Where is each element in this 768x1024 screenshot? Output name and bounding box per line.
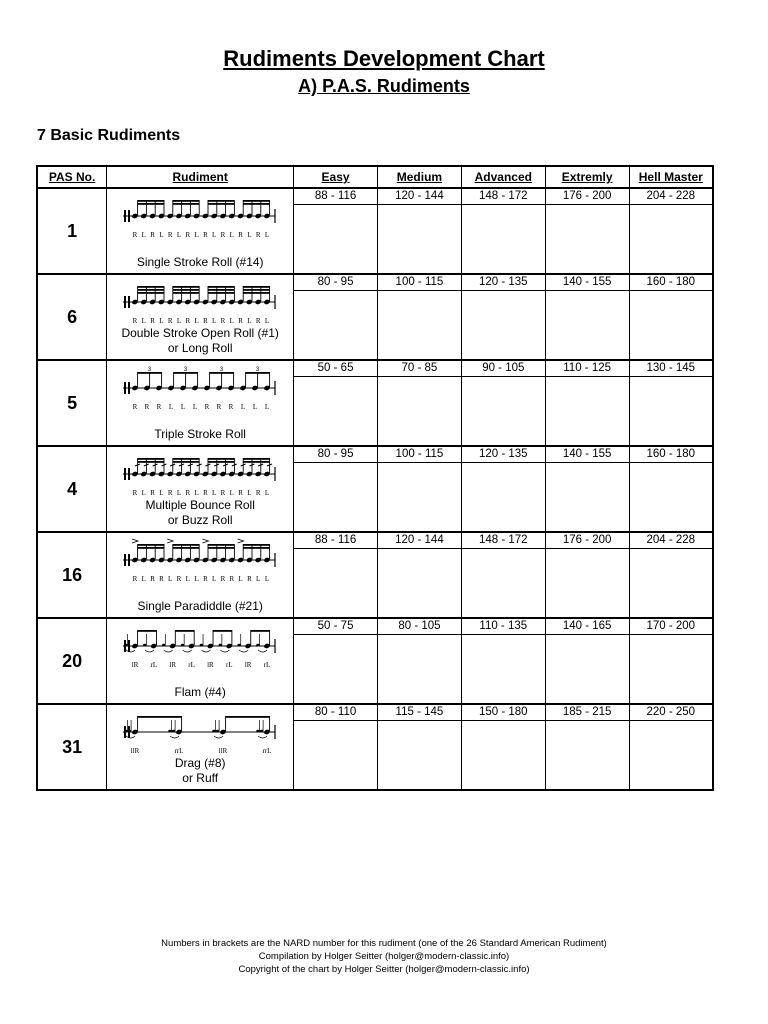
page-subtitle: A) P.A.S. Rudiments [298, 76, 470, 96]
rudiment-name [107, 599, 293, 614]
rudiment-name-line: Single Stroke Roll (#14) [136, 255, 264, 269]
sticking-letter: L [265, 489, 270, 497]
tempo-cell-medium [378, 532, 462, 618]
tempo-cell-advanced [461, 360, 545, 446]
beam [138, 286, 164, 288]
sticking-letter: R [203, 489, 208, 497]
rudiment-notation [119, 366, 279, 412]
sticking-letter: R [238, 489, 244, 497]
header-advanced: Advanced [461, 166, 545, 188]
tempo-range: 220 - 250 [630, 705, 712, 721]
sticking-letter: R [132, 231, 138, 239]
beam [173, 200, 199, 202]
beam [243, 286, 269, 288]
tempo-cell-medium [378, 618, 462, 704]
sticking-letter: llR [218, 747, 228, 755]
beam [213, 630, 232, 632]
beam [208, 200, 234, 202]
tempo-range: 150 - 180 [462, 705, 545, 721]
rudiment-notation [119, 194, 279, 240]
grace-slur [126, 650, 135, 652]
sticking-letter: R [256, 231, 261, 239]
rudiment-name-line: Single Paradiddle (#21) [137, 599, 263, 613]
beam [226, 716, 270, 718]
percussion-clef [128, 468, 130, 480]
sticking-letter: lR [207, 661, 214, 669]
rudiment-cell [107, 532, 294, 618]
rudiment-name [107, 427, 293, 442]
pas-number: 4 [37, 446, 107, 532]
sticking-letter: L [177, 231, 182, 239]
header-easy: Easy [294, 166, 378, 188]
rudiment-cell [107, 274, 294, 360]
sticking-letter: L [265, 231, 270, 239]
header-medium: Medium [378, 166, 462, 188]
sticking-letter: R [220, 575, 226, 583]
beam [243, 458, 269, 460]
grace-slur [145, 650, 154, 652]
rudiment-name-line: Triple Stroke Roll [154, 427, 246, 441]
sticking-letter: R [150, 575, 156, 583]
tempo-range: 110 - 125 [546, 361, 629, 377]
sticking-letter: L [159, 489, 164, 497]
beam [138, 547, 164, 549]
tempo-range: 88 - 116 [294, 533, 377, 549]
tempo-range: 120 - 144 [378, 533, 461, 549]
tempo-cell-advanced [461, 188, 545, 274]
beam [208, 286, 234, 288]
tempo-cell-easy [294, 532, 378, 618]
sticking-letter: R [132, 403, 138, 411]
grace-slur [170, 736, 179, 738]
tempo-cell-easy [294, 188, 378, 274]
pas-number: 31 [37, 704, 107, 790]
sticking-letter: rrL [262, 747, 272, 755]
beam [208, 547, 234, 549]
beam [138, 630, 157, 632]
sticking-letter: L [241, 403, 246, 411]
triplet-mark: 3 [184, 367, 188, 373]
tempo-cell-easy [294, 618, 378, 704]
tempo-range: 50 - 65 [294, 361, 377, 377]
sticking-letter: R [150, 489, 156, 497]
sticking-letter: R [159, 575, 164, 583]
beam [243, 547, 269, 549]
rudiment-notation [119, 280, 279, 326]
table-row [37, 532, 713, 618]
rudiment-name [107, 685, 293, 700]
triplet-mark: 3 [148, 367, 152, 373]
rudiment-name [107, 326, 293, 356]
sticking-letter: R [238, 317, 244, 325]
footer-line-copyright: Copyright of the chart by Holger Seitter (holger@modern-classic.info) [238, 964, 530, 975]
tempo-range: 140 - 155 [546, 447, 629, 463]
sticking-letter: llR [130, 747, 140, 755]
beam [173, 292, 199, 294]
tempo-cell-extremly [545, 446, 629, 532]
sticking-letter: L [247, 489, 252, 497]
beam [243, 544, 269, 546]
sticking-letter: L [212, 489, 217, 497]
beam [173, 547, 199, 549]
tempo-range: 160 - 180 [630, 275, 712, 291]
percussion-clef [128, 210, 130, 222]
tempo-range: 160 - 180 [630, 447, 712, 463]
sticking-letter: R [132, 489, 138, 497]
header-hell-master: Hell Master [629, 166, 713, 188]
sticking-letter: L [141, 575, 147, 583]
tempo-cell-medium [378, 704, 462, 790]
sticking-letter: rL [226, 661, 233, 669]
tempo-range: 80 - 110 [294, 705, 377, 721]
grace-slur [239, 650, 248, 652]
tempo-cell-medium [378, 360, 462, 446]
sticking-letter: R [220, 317, 226, 325]
tempo-cell-extremly [545, 360, 629, 446]
sticking-letter: lR [245, 661, 252, 669]
section-heading: 7 Basic Rudiments [37, 127, 181, 144]
rudiment-name-line: Multiple Bounce Roll [145, 498, 255, 512]
sticking-letter: R [150, 317, 156, 325]
sticking-letter: lR [131, 661, 139, 669]
tempo-cell-advanced [461, 446, 545, 532]
tempo-cell-hell-master [629, 704, 713, 790]
table-header-row [37, 166, 713, 188]
table-row [37, 360, 713, 446]
sticking-letter: L [247, 231, 252, 239]
tempo-range: 176 - 200 [546, 533, 629, 549]
footer-line-nard: Numbers in brackets are the NARD number for this rudiment (one of the 26 Standard American Rudiment) [161, 938, 607, 949]
tempo-cell-hell-master [629, 446, 713, 532]
beam [243, 461, 269, 463]
grace-slur [258, 650, 267, 652]
tempo-range: 80 - 95 [294, 275, 377, 291]
rudiment-notation [119, 710, 279, 756]
beam [138, 200, 164, 202]
beam [173, 544, 199, 546]
beam [138, 458, 164, 460]
beam [138, 544, 164, 546]
beam [243, 203, 269, 205]
rudiments-table [36, 165, 714, 791]
sticking-letter: R [185, 489, 191, 497]
tempo-range: 170 - 200 [630, 619, 712, 635]
sticking-letter: L [159, 231, 164, 239]
beam [208, 461, 234, 463]
table-row [37, 704, 713, 790]
grace-slur [164, 650, 173, 652]
tempo-range: 80 - 95 [294, 447, 377, 463]
sticking-letter: R [168, 317, 173, 325]
sticking-letter: L [229, 489, 235, 497]
sticking-letter: L [168, 575, 173, 583]
sticking-letter: R [220, 489, 226, 497]
sticking-letter: R [256, 317, 261, 325]
sticking-letter: lR [169, 661, 177, 669]
sticking-letter: L [256, 575, 261, 583]
sticking-letter: L [265, 403, 270, 411]
tempo-cell-advanced [461, 618, 545, 704]
beam [176, 630, 195, 632]
sticking-letter: L [229, 317, 235, 325]
rudiment-notation [119, 538, 279, 584]
beam [173, 203, 199, 205]
percussion-clef [128, 640, 130, 652]
beam [173, 286, 199, 288]
percussion-clef [124, 554, 126, 566]
sticking-letter: L [194, 489, 199, 497]
pas-number: 1 [37, 188, 107, 274]
grace-slur [202, 650, 211, 652]
accent-mark [203, 539, 209, 543]
sticking-letter: L [229, 231, 235, 239]
tempo-range: 90 - 105 [462, 361, 545, 377]
beam [138, 716, 182, 718]
sticking-letter: R [203, 317, 208, 325]
accent-mark [132, 539, 138, 543]
tempo-range: 140 - 155 [546, 275, 629, 291]
rudiment-name-line: Double Stroke Open Roll (#1) [121, 326, 279, 340]
sticking-letter: L [194, 575, 199, 583]
rudiment-name-line: or Long Roll [167, 341, 233, 355]
table-row [37, 446, 713, 532]
tempo-range: 120 - 135 [462, 447, 545, 463]
sticking-letter: L [212, 231, 217, 239]
rudiment-cell [107, 188, 294, 274]
table-row [37, 188, 713, 274]
percussion-clef [128, 554, 130, 566]
sticking-letter: L [159, 317, 164, 325]
sticking-letter: L [141, 317, 147, 325]
sticking-letter: L [194, 317, 199, 325]
table-row [37, 618, 713, 704]
rudiment-name [107, 255, 293, 270]
sticking-letter: R [156, 403, 162, 411]
sticking-letter: R [204, 403, 210, 411]
percussion-clef [128, 296, 130, 308]
grace-slur [126, 736, 135, 738]
page-title: Rudiments Development Chart [223, 46, 545, 71]
rudiment-cell [107, 360, 294, 446]
sticking-letter: R [168, 231, 173, 239]
tempo-range: 176 - 200 [546, 189, 629, 205]
beam [138, 289, 164, 291]
pas-number: 20 [37, 618, 107, 704]
triplet-mark: 3 [220, 367, 224, 373]
sticking-letter: L [212, 575, 217, 583]
tempo-cell-extremly [545, 618, 629, 704]
tempo-range: 140 - 165 [546, 619, 629, 635]
rudiment-name-line: Drag (#8) [174, 756, 226, 770]
grace-slur [258, 736, 267, 738]
sticking-letter: R [144, 403, 150, 411]
percussion-clef [124, 296, 126, 308]
sticking-letter: L [247, 317, 252, 325]
tempo-cell-easy [294, 704, 378, 790]
pas-number: 16 [37, 532, 107, 618]
sticking-letter: L [177, 489, 182, 497]
percussion-clef [124, 210, 126, 222]
grace-slur [183, 650, 192, 652]
tempo-cell-hell-master [629, 360, 713, 446]
tempo-cell-easy [294, 360, 378, 446]
beam [243, 289, 269, 291]
sticking-letter: R [203, 575, 208, 583]
footer-line-compilation: Compilation by Holger Seitter (holger@modern-classic.info) [258, 951, 510, 962]
tempo-range: 88 - 116 [294, 189, 377, 205]
beam [208, 292, 234, 294]
sticking-letter: R [176, 575, 182, 583]
pas-number: 5 [37, 360, 107, 446]
sticking-letter: L [212, 317, 217, 325]
accent-mark [167, 539, 173, 543]
tempo-cell-advanced [461, 532, 545, 618]
grace-slur [221, 650, 230, 652]
grace-slur [214, 736, 223, 738]
sticking-letter: L [181, 403, 186, 411]
beam [173, 461, 199, 463]
percussion-clef [124, 468, 126, 480]
tempo-cell-hell-master [629, 618, 713, 704]
rudiment-name-line: or Ruff [182, 771, 219, 785]
beam [251, 630, 270, 632]
sticking-letter: R [185, 317, 191, 325]
sticking-letter: L [253, 403, 258, 411]
tempo-cell-hell-master [629, 532, 713, 618]
beam [208, 458, 234, 460]
percussion-clef [128, 382, 130, 394]
sticking-letter: L [265, 317, 270, 325]
rudiment-cell [107, 704, 294, 790]
sticking-letter: L [177, 317, 182, 325]
sticking-letter: R [256, 489, 261, 497]
sticking-letter: rrL [174, 747, 184, 755]
tempo-cell-extremly [545, 532, 629, 618]
rudiment-name [107, 756, 293, 786]
sticking-letter: R [132, 575, 138, 583]
sticking-letter: L [193, 403, 198, 411]
tempo-range: 80 - 105 [378, 619, 461, 635]
percussion-clef [124, 382, 126, 394]
beam [173, 458, 199, 460]
rudiment-cell [107, 618, 294, 704]
beam [138, 292, 164, 294]
beam [138, 203, 164, 205]
sticking-letter: L [141, 231, 147, 239]
sticking-letter: R [150, 231, 156, 239]
sticking-letter: R [216, 403, 222, 411]
sticking-letter: R [168, 489, 173, 497]
sticking-letter: R [229, 575, 235, 583]
beam [243, 292, 269, 294]
tempo-cell-medium [378, 446, 462, 532]
tempo-cell-advanced [461, 274, 545, 360]
beam [208, 289, 234, 291]
sticking-letter: R [203, 231, 208, 239]
tempo-cell-easy [294, 446, 378, 532]
footer-notes [0, 937, 768, 976]
triplet-mark: 3 [256, 367, 260, 373]
tempo-range: 50 - 75 [294, 619, 377, 635]
tempo-cell-hell-master [629, 188, 713, 274]
tempo-range: 70 - 85 [378, 361, 461, 377]
tempo-range: 100 - 115 [378, 447, 461, 463]
pas-number: 6 [37, 274, 107, 360]
accent-mark [238, 539, 244, 543]
sticking-letter: R [220, 231, 226, 239]
sticking-letter: L [265, 575, 270, 583]
tempo-range: 120 - 135 [462, 275, 545, 291]
sticking-letter: L [194, 231, 199, 239]
tempo-range: 204 - 228 [630, 533, 712, 549]
tempo-range: 100 - 115 [378, 275, 461, 291]
tempo-range: 130 - 145 [630, 361, 712, 377]
tempo-range: 148 - 172 [462, 533, 545, 549]
sticking-letter: rL [263, 661, 271, 669]
tempo-range: 185 - 215 [546, 705, 629, 721]
sticking-letter: R [247, 575, 252, 583]
header-rudiment: Rudiment [107, 166, 294, 188]
tempo-cell-hell-master [629, 274, 713, 360]
sticking-letter: R [132, 317, 138, 325]
sticking-letter: L [238, 575, 243, 583]
sticking-letter: rL [188, 661, 196, 669]
tempo-cell-medium [378, 188, 462, 274]
tempo-cell-extremly [545, 274, 629, 360]
tempo-cell-advanced [461, 704, 545, 790]
tempo-range: 204 - 228 [630, 189, 712, 205]
sticking-letter: R [228, 403, 234, 411]
header-pas-no: PAS No. [37, 166, 107, 188]
beam [208, 544, 234, 546]
sticking-letter: L [141, 489, 147, 497]
rudiment-notation [119, 624, 279, 670]
tempo-cell-extremly [545, 188, 629, 274]
rudiment-cell [107, 446, 294, 532]
sticking-letter: L [185, 575, 191, 583]
header-extremly: Extremly [545, 166, 629, 188]
rudiment-notation [119, 452, 279, 498]
table-row [37, 274, 713, 360]
sticking-letter: R [185, 231, 191, 239]
beam [208, 203, 234, 205]
tempo-cell-easy [294, 274, 378, 360]
beam [173, 289, 199, 291]
sticking-letter: R [238, 231, 244, 239]
beam [138, 461, 164, 463]
tempo-cell-medium [378, 274, 462, 360]
sticking-letter: rL [150, 661, 158, 669]
rudiment-name [107, 498, 293, 528]
tempo-cell-extremly [545, 704, 629, 790]
tempo-range: 120 - 144 [378, 189, 461, 205]
beam [243, 200, 269, 202]
rudiment-name-line: Flam (#4) [174, 685, 226, 699]
tempo-range: 115 - 145 [378, 705, 461, 721]
tempo-range: 110 - 135 [462, 619, 545, 635]
rudiment-name-line: or Buzz Roll [167, 513, 233, 527]
tempo-range: 148 - 172 [462, 189, 545, 205]
sticking-letter: L [169, 403, 174, 411]
